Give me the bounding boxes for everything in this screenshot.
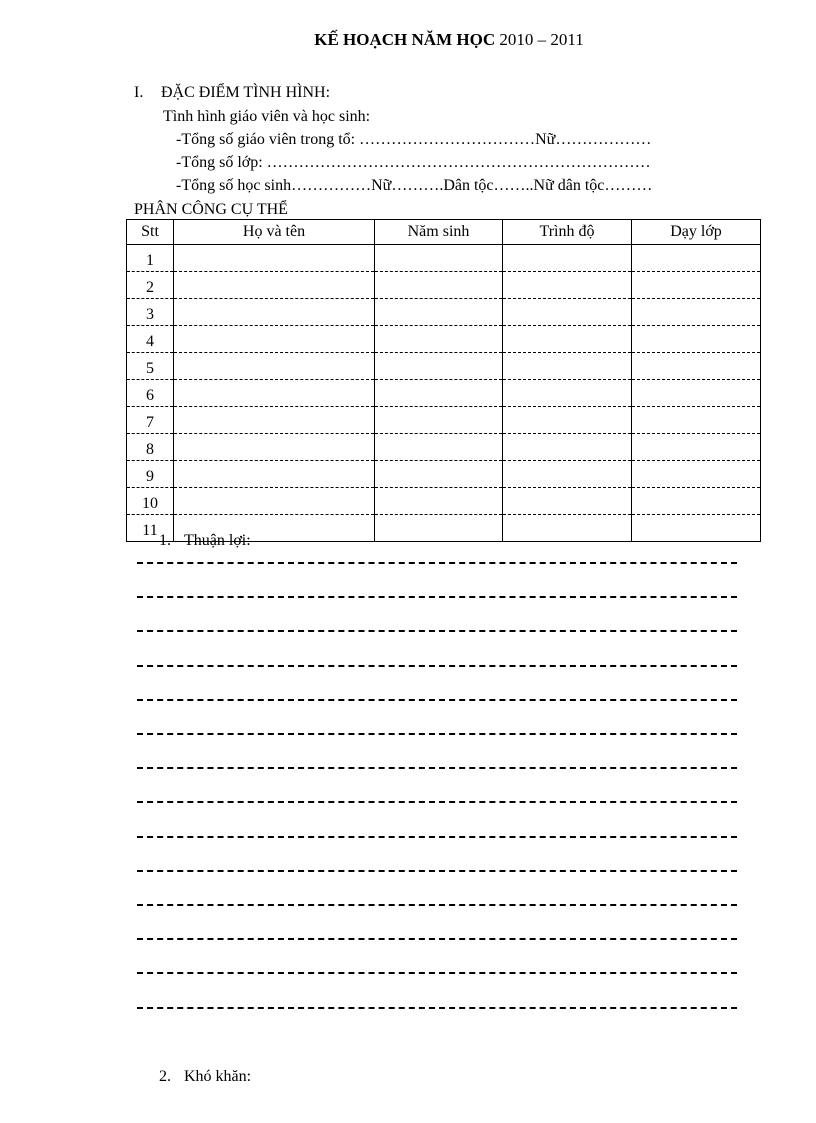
table-row [127, 407, 761, 434]
title-year: 2010 – 2011 [499, 30, 584, 49]
writing-line [137, 836, 737, 838]
assignment-table [126, 219, 761, 542]
cell-name [174, 434, 375, 461]
table-row [127, 272, 761, 299]
cell-name [174, 380, 375, 407]
header-birth-year: Năm sinh [375, 220, 503, 245]
header-name: Họ và tên [174, 220, 375, 245]
assignment-heading: PHÂN CÔNG CỤ THỂ [134, 201, 288, 218]
table-row [127, 461, 761, 488]
title-text: KẾ HOẠCH NĂM HỌC [314, 30, 496, 49]
difficulties-heading [159, 1068, 251, 1086]
cell-birth-year [375, 380, 503, 407]
cell-stt: 4 [127, 326, 174, 353]
table-header-row [127, 220, 761, 245]
section-title: ĐẶC ĐIỂM TÌNH HÌNH: [161, 84, 331, 101]
cell-qualification [503, 461, 632, 488]
writing-line [137, 1007, 737, 1009]
writing-line [137, 596, 737, 598]
cell-name [174, 488, 375, 515]
writing-line [137, 904, 737, 906]
header-teaching-class: Dạy lớp [632, 220, 761, 245]
cell-qualification [503, 353, 632, 380]
cell-qualification [503, 515, 632, 542]
cell-birth-year [375, 461, 503, 488]
cell-stt: 3 [127, 299, 174, 326]
table-row [127, 488, 761, 515]
advantages-number: 1. [159, 532, 171, 549]
cell-stt: 6 [127, 380, 174, 407]
difficulties-label: Khó khăn: [184, 1068, 252, 1085]
cell-teaching-class [632, 515, 761, 542]
cell-birth-year [375, 515, 503, 542]
cell-name [174, 461, 375, 488]
cell-qualification [503, 488, 632, 515]
table-row [127, 434, 761, 461]
cell-birth-year [375, 407, 503, 434]
writing-line [137, 801, 737, 803]
writing-line [137, 870, 737, 872]
page-title [0, 30, 816, 50]
cell-teaching-class [632, 407, 761, 434]
cell-stt: 5 [127, 353, 174, 380]
cell-teaching-class [632, 461, 761, 488]
cell-name [174, 326, 375, 353]
cell-stt: 1 [127, 245, 174, 272]
teachers-line: -Tổng số giáo viên trong tổ: ……………………………Nữ……………… [176, 131, 652, 148]
cell-birth-year [375, 488, 503, 515]
header-qualification: Trình độ [503, 220, 632, 245]
cell-qualification [503, 434, 632, 461]
cell-birth-year [375, 245, 503, 272]
section-number: I. [134, 84, 144, 101]
table-row [127, 245, 761, 272]
cell-qualification [503, 272, 632, 299]
table-row [127, 353, 761, 380]
difficulties-number: 2. [159, 1068, 171, 1085]
cell-birth-year [375, 353, 503, 380]
cell-teaching-class [632, 380, 761, 407]
cell-teaching-class [632, 299, 761, 326]
cell-stt: 11 [127, 515, 174, 542]
intro-line: Tình hình giáo viên và học sinh: [163, 108, 371, 125]
cell-stt: 9 [127, 461, 174, 488]
cell-stt: 7 [127, 407, 174, 434]
writing-line [137, 665, 737, 667]
writing-line [137, 733, 737, 735]
cell-teaching-class [632, 272, 761, 299]
cell-teaching-class [632, 488, 761, 515]
cell-name [174, 407, 375, 434]
cell-stt: 10 [127, 488, 174, 515]
advantages-label: Thuận lợi: [184, 532, 251, 549]
writing-line [137, 972, 737, 974]
advantages-heading [159, 532, 251, 550]
table-row [127, 326, 761, 353]
cell-qualification [503, 245, 632, 272]
cell-name [174, 299, 375, 326]
writing-line [137, 938, 737, 940]
cell-qualification [503, 299, 632, 326]
header-stt: Stt [127, 220, 174, 245]
cell-birth-year [375, 434, 503, 461]
writing-line [137, 562, 737, 564]
classes-line: -Tổng số lớp: ……………………………………………………………… [176, 154, 651, 171]
table-row [127, 380, 761, 407]
cell-name [174, 272, 375, 299]
cell-qualification [503, 407, 632, 434]
writing-line [137, 630, 737, 632]
students-line: -Tổng số học sinh……………Nữ……….Dân tộc……..Nữ dân tộc……… [176, 177, 653, 194]
cell-teaching-class [632, 245, 761, 272]
cell-name [174, 353, 375, 380]
cell-stt: 2 [127, 272, 174, 299]
cell-birth-year [375, 326, 503, 353]
section-heading [134, 84, 330, 102]
cell-teaching-class [632, 434, 761, 461]
table-row [127, 299, 761, 326]
cell-birth-year [375, 299, 503, 326]
writing-line [137, 699, 737, 701]
cell-stt: 8 [127, 434, 174, 461]
cell-name [174, 245, 375, 272]
cell-teaching-class [632, 326, 761, 353]
cell-birth-year [375, 272, 503, 299]
writing-line [137, 767, 737, 769]
cell-qualification [503, 326, 632, 353]
cell-qualification [503, 380, 632, 407]
cell-teaching-class [632, 353, 761, 380]
